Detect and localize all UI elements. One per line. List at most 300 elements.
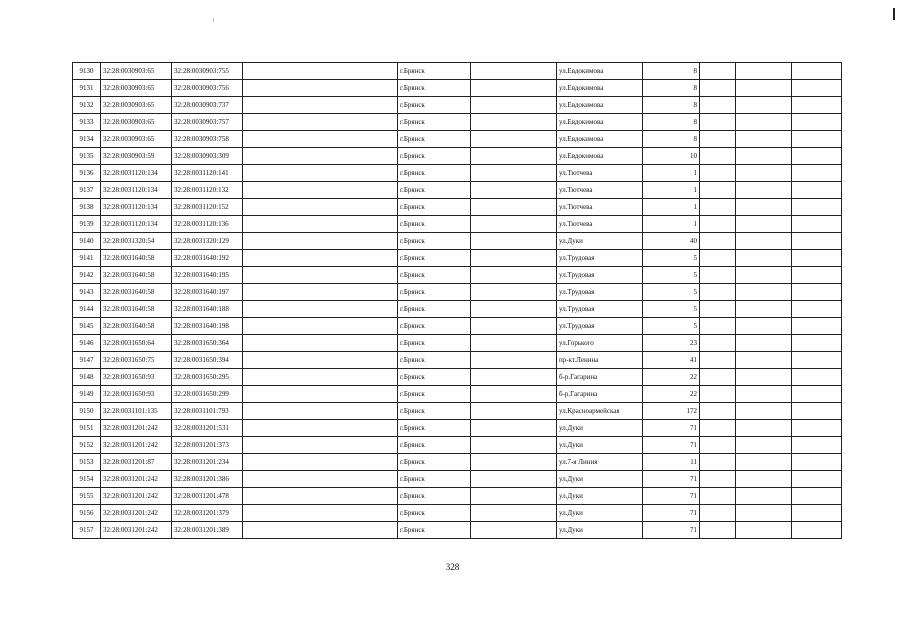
empty-cell [700,318,736,335]
empty-cell [700,250,736,267]
empty-cell [243,488,398,505]
empty-cell [700,63,736,80]
empty-cell [471,267,557,284]
empty-cell [243,250,398,267]
house-number-cell: 71 [643,505,700,522]
parent-cadastral-number-cell: 32:28:0031120:134 [101,199,172,216]
row-number-cell: 9143 [73,284,101,301]
parent-cadastral-number-cell: 32:28:0031120:134 [101,182,172,199]
cadastral-number-cell: 32:28:0030903:755 [172,63,243,80]
empty-cell [736,420,792,437]
table-row [73,403,842,420]
empty-cell [700,199,736,216]
cadastral-number-cell: 32:28:0031120:132 [172,182,243,199]
parent-cadastral-number-cell: 32:28:0031650:93 [101,369,172,386]
empty-cell [792,114,842,131]
empty-cell [243,505,398,522]
empty-cell [792,420,842,437]
empty-cell [792,97,842,114]
empty-cell [792,369,842,386]
empty-cell [471,284,557,301]
empty-cell [243,131,398,148]
empty-cell [471,488,557,505]
street-cell: ул.Дуки [557,437,643,454]
street-cell: ул.Евдокимова [557,63,643,80]
city-cell: г.Брянск [398,488,471,505]
empty-cell [792,505,842,522]
house-number-cell: 8 [643,97,700,114]
cadastral-number-cell: 32:28:0031640:195 [172,267,243,284]
city-cell: г.Брянск [398,131,471,148]
empty-cell [792,386,842,403]
parent-cadastral-number-cell: 32:28:0031640:58 [101,267,172,284]
empty-cell [243,165,398,182]
empty-cell [792,131,842,148]
empty-cell [243,267,398,284]
table-row [73,505,842,522]
empty-cell [243,233,398,250]
house-number-cell: 10 [643,148,700,165]
row-number-cell: 9138 [73,199,101,216]
empty-cell [471,335,557,352]
empty-cell [471,216,557,233]
house-number-cell: 71 [643,522,700,539]
row-number-cell: 9146 [73,335,101,352]
table-row [73,488,842,505]
cadastral-number-cell: 32:28:0031320:129 [172,233,243,250]
empty-cell [243,403,398,420]
house-number-cell: 8 [643,63,700,80]
empty-cell [700,97,736,114]
row-number-cell: 9149 [73,386,101,403]
empty-cell [243,114,398,131]
table-row [73,131,842,148]
house-number-cell: 41 [643,352,700,369]
empty-cell [471,148,557,165]
empty-cell [792,148,842,165]
street-cell: ул.Дуки [557,505,643,522]
row-number-cell: 9155 [73,488,101,505]
empty-cell [700,369,736,386]
cadastral-number-cell: 32:28:0031640:197 [172,284,243,301]
empty-cell [700,454,736,471]
empty-cell [471,522,557,539]
row-number-cell: 9130 [73,63,101,80]
cadastral-number-cell: 32:28:0031201:386 [172,471,243,488]
empty-cell [736,216,792,233]
empty-cell [736,454,792,471]
empty-cell [736,182,792,199]
cadastral-number-cell: 32:28:0031650:295 [172,369,243,386]
row-number-cell: 9144 [73,301,101,318]
parent-cadastral-number-cell: 32:28:0031201:87 [101,454,172,471]
empty-cell [792,80,842,97]
empty-cell [792,284,842,301]
street-cell: ул.Трудовая [557,318,643,335]
cadastral-number-cell: 32:28:0031650:299 [172,386,243,403]
street-cell: ул.Дуки [557,471,643,488]
city-cell: г.Брянск [398,403,471,420]
scan-dot-mark [213,18,214,22]
parent-cadastral-number-cell: 32:28:0030903:65 [101,80,172,97]
empty-cell [792,488,842,505]
house-number-cell: 1 [643,216,700,233]
row-number-cell: 9131 [73,80,101,97]
empty-cell [736,199,792,216]
parent-cadastral-number-cell: 32:28:0031320:54 [101,233,172,250]
page-number: 328 [445,562,460,572]
table-row [73,199,842,216]
street-cell: ул.Трудовая [557,284,643,301]
empty-cell [700,505,736,522]
parent-cadastral-number-cell: 32:28:0030903:65 [101,97,172,114]
empty-cell [471,199,557,216]
empty-cell [792,216,842,233]
parent-cadastral-number-cell: 32:28:0030903:65 [101,63,172,80]
house-number-cell: 8 [643,80,700,97]
row-number-cell: 9152 [73,437,101,454]
empty-cell [736,97,792,114]
empty-cell [792,199,842,216]
street-cell: ул.Евдокимова [557,114,643,131]
parent-cadastral-number-cell: 32:28:0031101:135 [101,403,172,420]
table-row [73,63,842,80]
empty-cell [736,437,792,454]
cadastral-number-cell: 32:28:0031650:394 [172,352,243,369]
empty-cell [792,437,842,454]
empty-cell [736,250,792,267]
empty-cell [471,505,557,522]
empty-cell [243,97,398,114]
empty-cell [471,250,557,267]
cadastral-number-cell: 32:28:0031201:379 [172,505,243,522]
city-cell: г.Брянск [398,369,471,386]
city-cell: г.Брянск [398,233,471,250]
table-body [73,63,842,539]
empty-cell [700,488,736,505]
empty-cell [736,80,792,97]
cadastral-number-cell: 32:28:0031201:389 [172,522,243,539]
parent-cadastral-number-cell: 32:28:0031120:134 [101,216,172,233]
empty-cell [243,80,398,97]
parent-cadastral-number-cell: 32:28:0031201:242 [101,437,172,454]
empty-cell [471,233,557,250]
empty-cell [736,267,792,284]
parent-cadastral-number-cell: 32:28:0030903:65 [101,114,172,131]
table-row [73,301,842,318]
row-number-cell: 9132 [73,97,101,114]
house-number-cell: 1 [643,199,700,216]
street-cell: ул.Евдокимова [557,148,643,165]
table-row [73,148,842,165]
empty-cell [700,182,736,199]
city-cell: г.Брянск [398,216,471,233]
empty-cell [736,522,792,539]
house-number-cell: 11 [643,454,700,471]
empty-cell [471,386,557,403]
empty-cell [792,63,842,80]
empty-cell [792,301,842,318]
house-number-cell: 71 [643,471,700,488]
house-number-cell: 22 [643,369,700,386]
house-number-cell: 8 [643,114,700,131]
parent-cadastral-number-cell: 32:28:0030903:59 [101,148,172,165]
city-cell: г.Брянск [398,386,471,403]
city-cell: г.Брянск [398,165,471,182]
empty-cell [471,318,557,335]
street-cell: ул.Евдокимова [557,131,643,148]
empty-cell [700,131,736,148]
empty-cell [471,403,557,420]
empty-cell [471,97,557,114]
empty-cell [243,148,398,165]
table-row [73,420,842,437]
cadastral-number-cell: 32:28:0031201:478 [172,488,243,505]
cadastral-number-cell: 32:28:0031201:531 [172,420,243,437]
row-number-cell: 9153 [73,454,101,471]
empty-cell [792,267,842,284]
street-cell: б-р.Гагарина [557,369,643,386]
empty-cell [792,318,842,335]
empty-cell [243,522,398,539]
row-number-cell: 9134 [73,131,101,148]
house-number-cell: 5 [643,250,700,267]
cadastral-number-cell: 32:28:0031650:364 [172,335,243,352]
empty-cell [243,318,398,335]
street-cell: ул.Дуки [557,233,643,250]
empty-cell [700,420,736,437]
street-cell: ул.Тютчева [557,216,643,233]
empty-cell [243,369,398,386]
street-cell: ул.Евдокимова [557,97,643,114]
empty-cell [736,352,792,369]
city-cell: г.Брянск [398,267,471,284]
empty-cell [243,386,398,403]
house-number-cell: 8 [643,131,700,148]
row-number-cell: 9142 [73,267,101,284]
parent-cadastral-number-cell: 32:28:0031640:58 [101,284,172,301]
empty-cell [736,148,792,165]
city-cell: г.Брянск [398,114,471,131]
empty-cell [471,454,557,471]
empty-cell [792,454,842,471]
house-number-cell: 5 [643,301,700,318]
empty-cell [736,165,792,182]
empty-cell [471,63,557,80]
empty-cell [243,182,398,199]
empty-cell [243,216,398,233]
empty-cell [700,352,736,369]
parent-cadastral-number-cell: 32:28:0031201:242 [101,488,172,505]
city-cell: г.Брянск [398,284,471,301]
empty-cell [792,182,842,199]
row-number-cell: 9141 [73,250,101,267]
city-cell: г.Брянск [398,97,471,114]
row-number-cell: 9150 [73,403,101,420]
empty-cell [471,352,557,369]
parent-cadastral-number-cell: 32:28:0031201:242 [101,420,172,437]
house-number-cell: 172 [643,403,700,420]
cadastral-number-cell: 32:28:0031120:136 [172,216,243,233]
cadastral-number-cell: 32:28:0031201:373 [172,437,243,454]
city-cell: г.Брянск [398,63,471,80]
empty-cell [700,165,736,182]
street-cell: ул.Трудовая [557,301,643,318]
empty-cell [700,522,736,539]
street-cell: ул.Трудовая [557,267,643,284]
empty-cell [736,335,792,352]
street-cell: б-р.Гагарина [557,386,643,403]
table-row [73,369,842,386]
city-cell: г.Брянск [398,182,471,199]
street-cell: ул.Дуки [557,522,643,539]
empty-cell [736,488,792,505]
street-cell: ул.Красноармейская [557,403,643,420]
cadastral-number-cell: 32:28:0030903:737 [172,97,243,114]
empty-cell [700,80,736,97]
table-row [73,216,842,233]
cadastral-number-cell: 32:28:0031201:234 [172,454,243,471]
house-number-cell: 22 [643,386,700,403]
empty-cell [471,369,557,386]
empty-cell [700,335,736,352]
house-number-cell: 71 [643,420,700,437]
city-cell: г.Брянск [398,437,471,454]
city-cell: г.Брянск [398,420,471,437]
empty-cell [243,335,398,352]
empty-cell [736,505,792,522]
house-number-cell: 23 [643,335,700,352]
empty-cell [243,471,398,488]
row-number-cell: 9137 [73,182,101,199]
row-number-cell: 9135 [73,148,101,165]
city-cell: г.Брянск [398,454,471,471]
city-cell: г.Брянск [398,301,471,318]
empty-cell [243,420,398,437]
empty-cell [243,301,398,318]
empty-cell [243,437,398,454]
empty-cell [736,233,792,250]
street-cell: ул.Тютчева [557,165,643,182]
street-cell: ул.Евдокимова [557,80,643,97]
row-number-cell: 9151 [73,420,101,437]
empty-cell [700,437,736,454]
empty-cell [471,420,557,437]
cadastral-number-cell: 32:28:0031120:141 [172,165,243,182]
empty-cell [243,454,398,471]
city-cell: г.Брянск [398,318,471,335]
table-row [73,114,842,131]
row-number-cell: 9140 [73,233,101,250]
empty-cell [700,284,736,301]
city-cell: г.Брянск [398,80,471,97]
street-cell: ул.Горького [557,335,643,352]
street-cell: ул.Тютчева [557,199,643,216]
parent-cadastral-number-cell: 32:28:0030903:65 [101,131,172,148]
empty-cell [736,301,792,318]
empty-cell [700,233,736,250]
empty-cell [700,114,736,131]
parent-cadastral-number-cell: 32:28:0031201:242 [101,471,172,488]
house-number-cell: 5 [643,284,700,301]
row-number-cell: 9156 [73,505,101,522]
house-number-cell: 1 [643,165,700,182]
house-number-cell: 5 [643,267,700,284]
empty-cell [471,114,557,131]
parent-cadastral-number-cell: 32:28:0031640:58 [101,301,172,318]
empty-cell [736,63,792,80]
empty-cell [471,182,557,199]
city-cell: г.Брянск [398,148,471,165]
table-row [73,454,842,471]
cadastral-number-cell: 32:28:0031640:198 [172,318,243,335]
registry-table [72,62,842,539]
table-row [73,233,842,250]
empty-cell [243,352,398,369]
city-cell: г.Брянск [398,335,471,352]
city-cell: г.Брянск [398,505,471,522]
empty-cell [243,63,398,80]
empty-cell [736,471,792,488]
row-number-cell: 9136 [73,165,101,182]
empty-cell [736,386,792,403]
parent-cadastral-number-cell: 32:28:0031120:134 [101,165,172,182]
empty-cell [736,318,792,335]
row-number-cell: 9154 [73,471,101,488]
row-number-cell: 9145 [73,318,101,335]
cadastral-number-cell: 32:28:0030903:758 [172,131,243,148]
empty-cell [792,352,842,369]
empty-cell [700,386,736,403]
empty-cell [736,403,792,420]
city-cell: г.Брянск [398,250,471,267]
scan-edge-mark [893,8,895,20]
empty-cell [792,165,842,182]
empty-cell [471,131,557,148]
cadastral-number-cell: 32:28:0030903:756 [172,80,243,97]
city-cell: г.Брянск [398,471,471,488]
street-cell: ул.7-я Линия [557,454,643,471]
row-number-cell: 9147 [73,352,101,369]
parent-cadastral-number-cell: 32:28:0031650:64 [101,335,172,352]
table-row [73,522,842,539]
house-number-cell: 1 [643,182,700,199]
empty-cell [243,284,398,301]
row-number-cell: 9148 [73,369,101,386]
table-row [73,335,842,352]
table-row [73,80,842,97]
street-cell: ул.Тютчева [557,182,643,199]
cadastral-number-cell: 32:28:0031640:188 [172,301,243,318]
parent-cadastral-number-cell: 32:28:0031650:93 [101,386,172,403]
house-number-cell: 5 [643,318,700,335]
empty-cell [700,471,736,488]
table-row [73,97,842,114]
house-number-cell: 71 [643,488,700,505]
table-row [73,284,842,301]
cadastral-number-cell: 32:28:0030903:309 [172,148,243,165]
table-row [73,318,842,335]
street-cell: ул.Трудовая [557,250,643,267]
empty-cell [700,148,736,165]
empty-cell [471,301,557,318]
empty-cell [792,522,842,539]
cadastral-number-cell: 32:28:0030903:757 [172,114,243,131]
table-row [73,250,842,267]
house-number-cell: 40 [643,233,700,250]
empty-cell [471,80,557,97]
empty-cell [700,403,736,420]
